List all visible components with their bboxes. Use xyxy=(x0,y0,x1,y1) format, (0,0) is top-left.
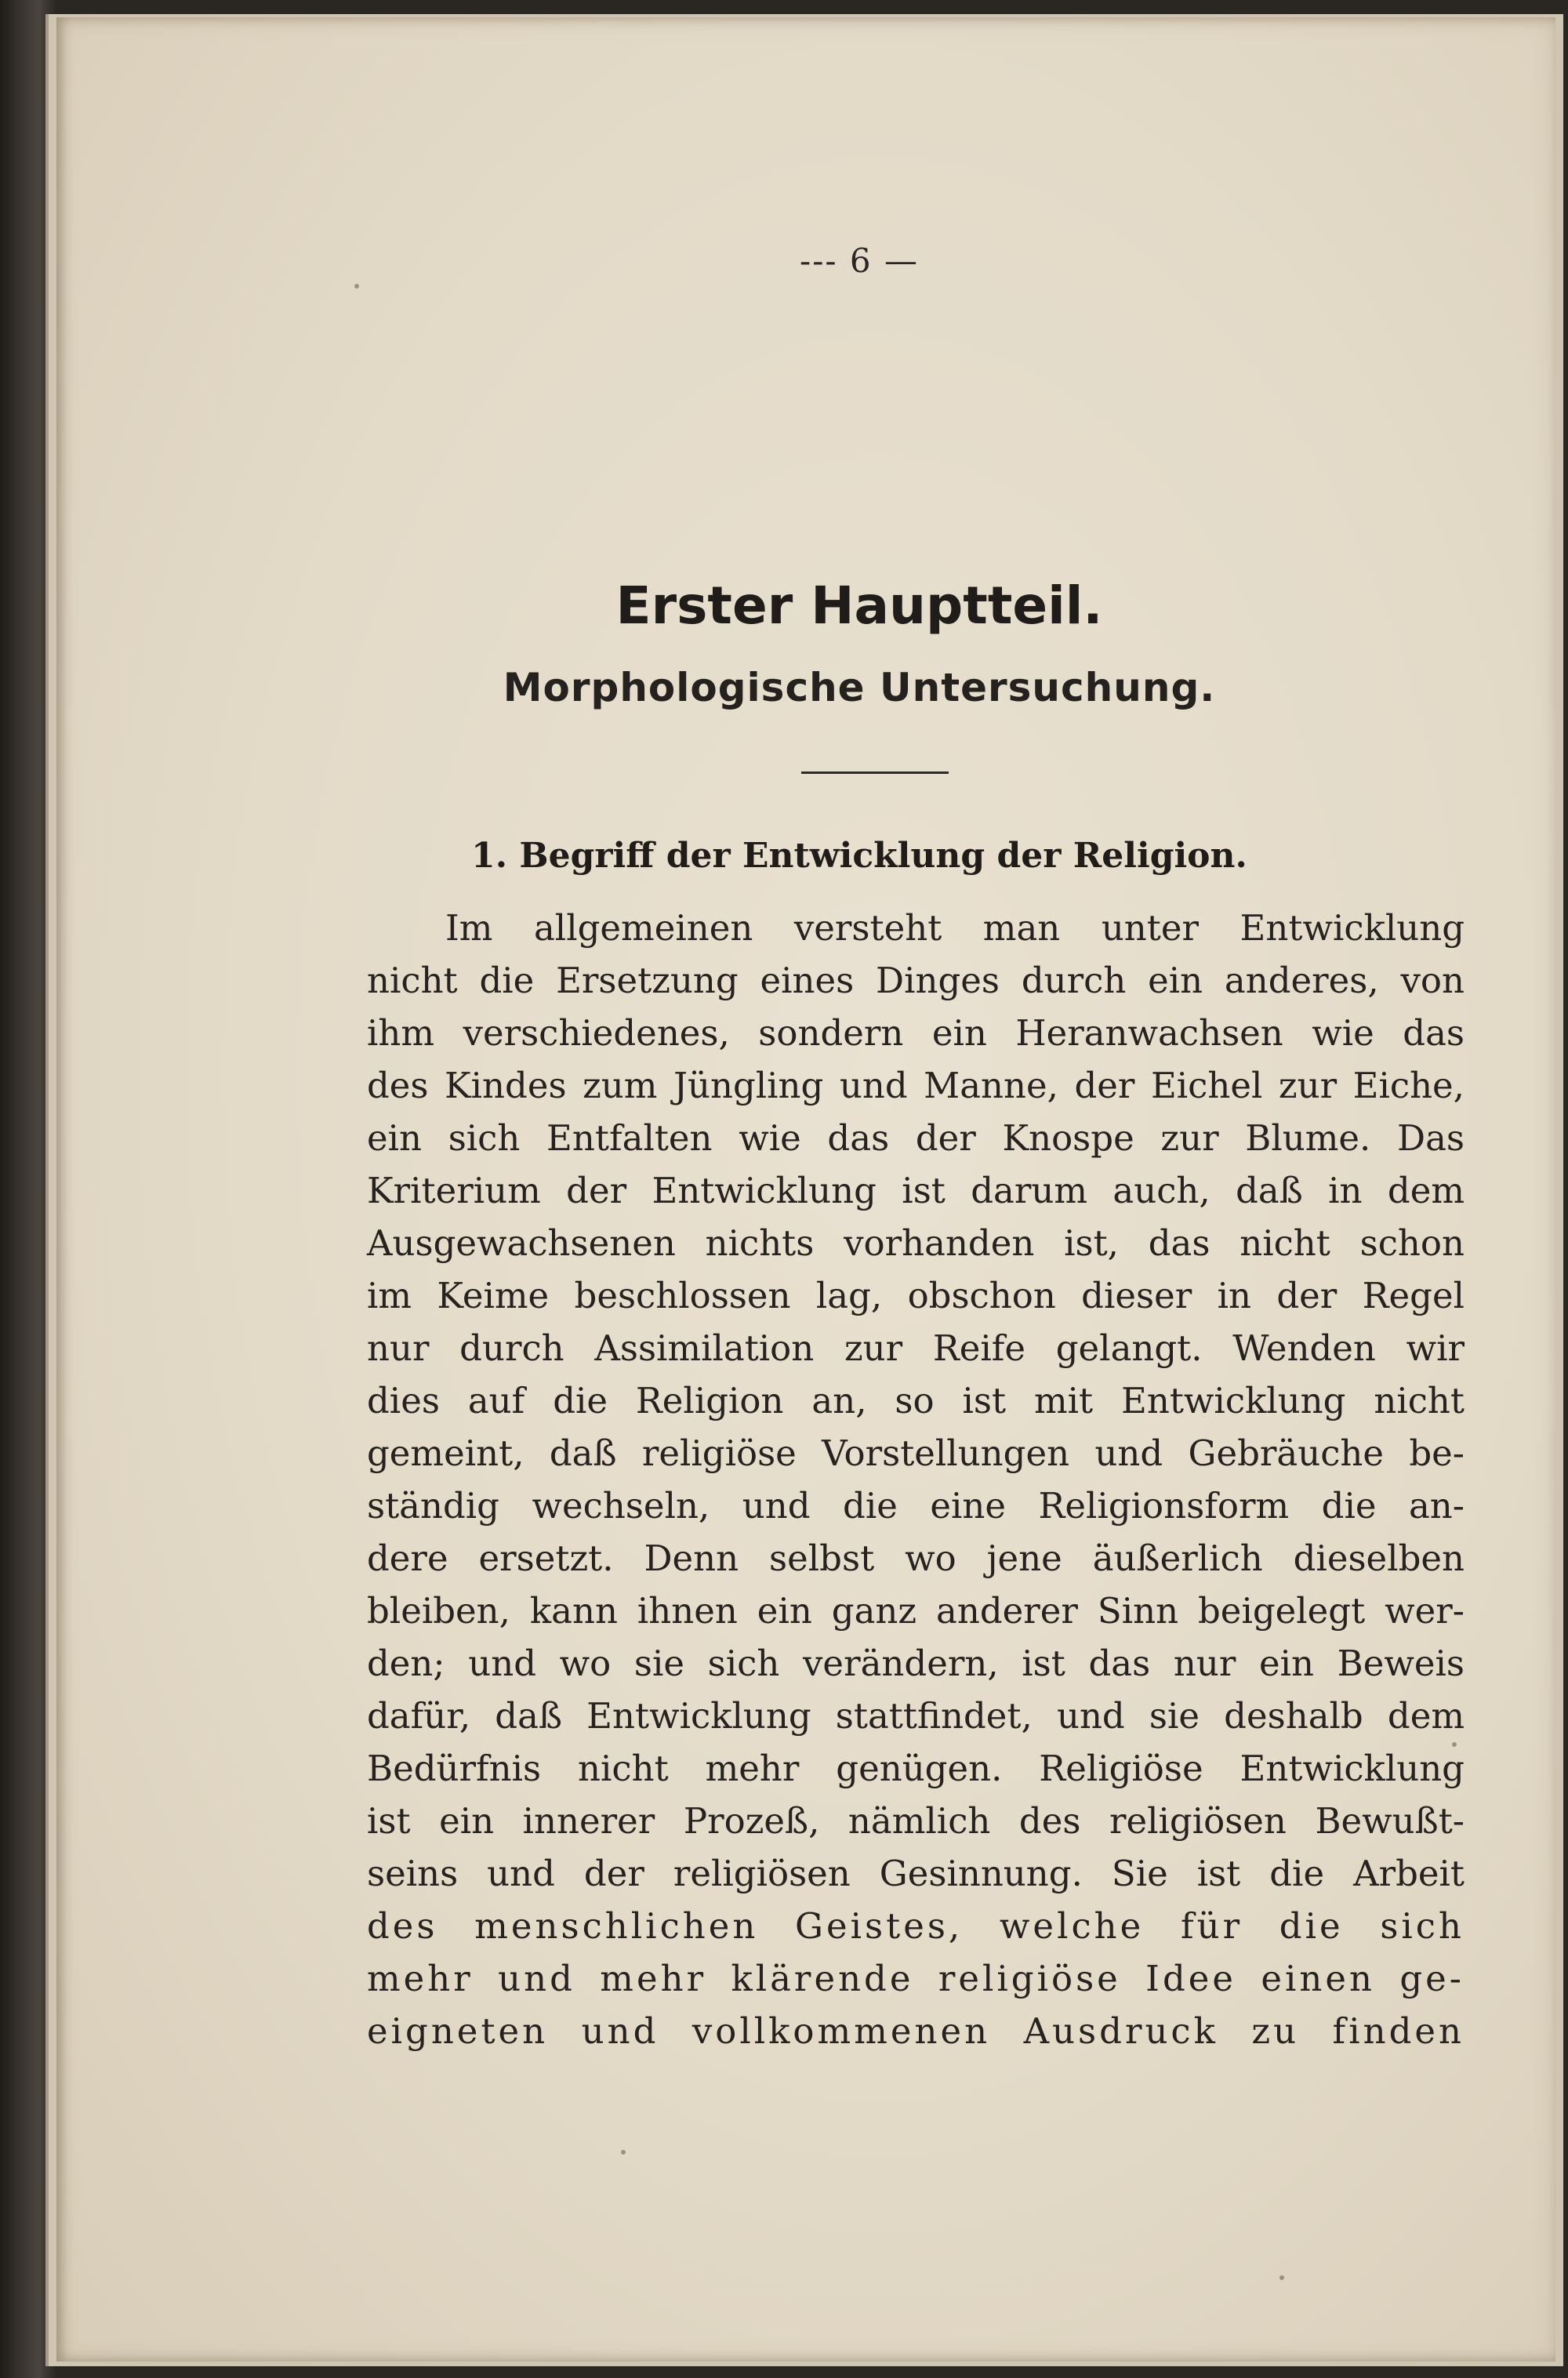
body-line: Bedürfnis nicht mehr genügen. Religiöse Entwicklung xyxy=(367,1748,1465,1789)
paper-speck xyxy=(1452,1742,1457,1747)
book-page xyxy=(56,17,1555,2362)
body-line: nur durch Assimilation zur Reife gelangt. Wenden wir xyxy=(367,1327,1465,1369)
body-line: Im allgemeinen versteht man unter Entwicklung xyxy=(445,907,1465,949)
body-line: mehr und mehr klärende religiöse Idee einen ge- xyxy=(367,1958,1465,1999)
body-line: bleiben, kann ihnen ein ganz anderer Sinn beigelegt wer- xyxy=(367,1590,1465,1632)
body-line: Kriterium der Entwicklung ist darum auch, daß in dem xyxy=(367,1170,1465,1211)
body-line: den; und wo sie sich verändern, ist das nur ein Beweis xyxy=(367,1643,1465,1684)
body-line: nicht die Ersetzung eines Dinges durch ein anderes, von xyxy=(367,960,1465,1001)
divider-rule xyxy=(801,771,949,774)
body-line: dere ersetzt. Denn selbst wo jene äußerlich dieselben xyxy=(367,1538,1465,1579)
body-line: ist ein innerer Prozeß, nämlich des religiösen Bewußt- xyxy=(367,1800,1465,1842)
part-title: Erster Hauptteil. xyxy=(615,575,1103,636)
body-line: seins und der religiösen Gesinnung. Sie ist die Arbeit xyxy=(367,1853,1465,1894)
body-line: eigneten und vollkommenen Ausdruck zu finden xyxy=(367,2010,1465,2052)
body-line: Ausgewachsenen nichts vorhanden ist, das nicht schon xyxy=(367,1222,1465,1264)
body-line: ihm verschiedenes, sondern ein Heranwachsen wie das xyxy=(367,1012,1465,1054)
body-line: dafür, daß Entwicklung stattfindet, und sie deshalb dem xyxy=(367,1695,1465,1737)
body-line: dies auf die Religion an, so ist mit Entwicklung nicht xyxy=(367,1380,1465,1421)
body-paragraph xyxy=(367,902,1465,2057)
body-line: des Kindes zum Jüngling und Manne, der Eichel zur Eiche, xyxy=(367,1065,1465,1106)
part-subtitle: Morphologische Untersuchung. xyxy=(503,665,1216,710)
body-line: ständig wechseln, und die eine Religionsform die an- xyxy=(367,1485,1465,1527)
paper-speck xyxy=(1279,2275,1284,2280)
body-line: gemeint, daß religiöse Vorstellungen und Gebräuche be- xyxy=(367,1432,1465,1474)
paper-speck xyxy=(621,2150,626,2155)
body-line: ein sich Entfalten wie das der Knospe zur Blume. Das xyxy=(367,1117,1465,1159)
body-line: im Keime beschlossen lag, obschon dieser in der Regel xyxy=(367,1275,1465,1316)
page-number: --- 6 — xyxy=(800,241,919,280)
body-line: des menschlichen Geistes, welche für die sich xyxy=(367,1905,1465,1947)
section-heading: 1. Begriff der Entwicklung der Religion. xyxy=(471,836,1247,876)
paper-speck xyxy=(354,284,359,289)
